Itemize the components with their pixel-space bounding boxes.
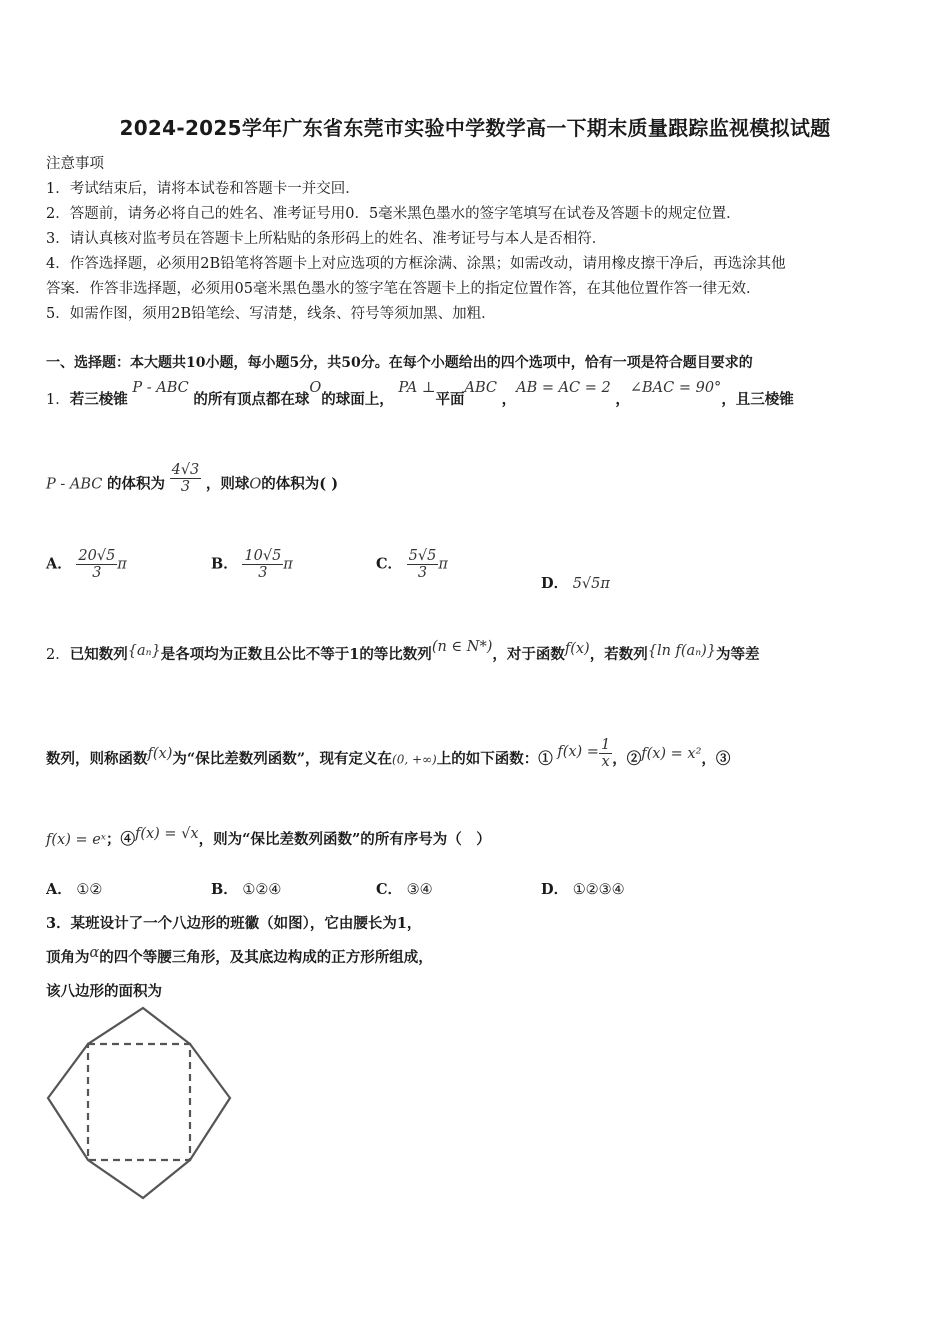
fraction-denominator: 3 <box>180 479 191 495</box>
q2-text: ，② <box>612 750 642 768</box>
q1-text: ， <box>615 391 630 408</box>
q2-line3 <box>46 828 491 849</box>
option-label: D． <box>541 881 569 898</box>
fraction-numerator: 4√3 <box>171 462 200 478</box>
q2-math: {aₙ} <box>127 643 161 659</box>
q1-math: ABC <box>464 380 497 396</box>
q2-function-4: f(x) = √x <box>134 826 199 842</box>
option-label: C． <box>376 555 403 573</box>
q2-function-1: f(x) = <box>557 743 599 760</box>
q1-math: PA ⊥ <box>398 380 436 396</box>
q1-text: 的体积为 <box>106 475 165 493</box>
q2-function-2: f(x) = x² <box>641 745 702 762</box>
q1-math: P - ABC <box>46 476 103 493</box>
q1-line2 <box>46 462 339 501</box>
notice-item: 1．考试结束后，请将本试卷和答题卡一并交回． <box>46 181 360 197</box>
option-text: ①② <box>76 882 103 898</box>
option-tail: π <box>283 556 293 573</box>
q2-option-c[interactable] <box>376 878 433 899</box>
section-heading: 一、选择题：本大题共10小题，每小题5分，共50分。在每个小题给出的四个选项中，恰有一项是符合题目要求的 <box>46 355 753 371</box>
fraction-denominator: 3 <box>258 565 268 581</box>
q2-line2 <box>46 737 731 776</box>
q3-line1: 3．某班设计了一个八边形的班徽（如图），它由腰长为1， <box>46 915 422 932</box>
option-label: C． <box>376 881 403 898</box>
q2-text: 已知数列 <box>69 646 128 663</box>
q2-math: {ln f(aₙ)} <box>647 643 716 659</box>
q1-math: O <box>309 380 322 396</box>
fraction-denominator: x <box>601 754 610 770</box>
q2-text: ，对于函数 <box>492 646 565 663</box>
option-text: ①②③④ <box>572 882 625 898</box>
q1-number: 1． <box>46 392 70 408</box>
q1-option-a[interactable] <box>46 548 127 581</box>
q2-option-a[interactable] <box>46 878 102 899</box>
fraction-numerator: 1 <box>600 737 611 753</box>
inner-square <box>88 1044 190 1160</box>
q2-line1 <box>46 639 760 664</box>
q2-text: ，则为“保比差数列函数”的所有序号为（ ） <box>198 831 491 848</box>
octagon-figure <box>40 1000 240 1210</box>
option-fraction <box>76 548 117 581</box>
fraction-denominator: 3 <box>92 565 102 581</box>
q1-math: ∠BAC = 90° <box>629 380 722 396</box>
q1-text: 的所有顶点都在球 <box>193 391 310 408</box>
q1-math: AB = AC = 2 <box>516 380 611 396</box>
q2-option-b[interactable] <box>211 878 281 899</box>
notice-item: 3．请认真核对监考员在答题卡上所粘贴的条形码上的姓名、准考证号与本人是否相符． <box>46 231 607 247</box>
q2-text: 为等差 <box>715 646 760 663</box>
q1-text: ，且三棱锥 <box>721 391 794 408</box>
q2-math: f(x) <box>564 641 590 657</box>
q2-function-3: f(x) = eˣ <box>46 832 106 848</box>
q1-text: ， <box>501 391 517 408</box>
option-fraction <box>242 548 283 581</box>
option-fraction <box>407 548 439 581</box>
option-text: ③④ <box>406 882 433 898</box>
option-label: D． <box>541 575 569 592</box>
octagon-outline <box>48 1008 230 1198</box>
q2-math: f(x) <box>147 745 173 762</box>
option-label: B． <box>211 881 238 898</box>
q2-text: ，③ <box>701 750 731 768</box>
q1-line1 <box>46 380 794 409</box>
fraction-denominator: 3 <box>417 565 428 581</box>
q1-math: P - ABC <box>132 380 189 396</box>
option-tail: π <box>438 556 448 573</box>
q2-text: 是各项均为正数且公比不等于 <box>160 646 350 663</box>
q2-text: 为“保比差数列函数”，现有定义在 <box>172 750 393 768</box>
q1-option-c[interactable] <box>376 548 448 581</box>
option-text: ①②④ <box>242 882 282 898</box>
fraction-numerator: 5√5 <box>408 548 437 564</box>
q2-text: 的等比数列 <box>359 646 432 663</box>
q2-option-d[interactable] <box>541 878 625 899</box>
q2-text: 1 <box>349 646 360 663</box>
q1-text: 若三棱锥 <box>69 391 128 408</box>
q2-text: 上的如下函数：① <box>436 750 553 768</box>
q1-text: 的体积为( ) <box>261 475 339 493</box>
q3-text: 顶角为 <box>46 949 90 966</box>
notice-heading: 注意事项 <box>46 156 104 172</box>
page-title: 2024-2025学年广东省东莞市实验中学数学高一下期末质量跟踪监视模拟试题 <box>119 116 831 140</box>
q1-math: O <box>249 476 262 493</box>
q2-fraction <box>599 737 612 770</box>
fraction-numerator: 20√5 <box>78 548 116 564</box>
q3-alpha: α <box>89 945 100 961</box>
q3-line2 <box>46 946 433 967</box>
option-label: B． <box>211 555 238 573</box>
q1-volume-fraction <box>170 462 202 495</box>
q3-line3: 该八边形的面积为 <box>46 983 162 1000</box>
option-label: A． <box>46 881 72 898</box>
q1-text: 平面 <box>435 391 465 408</box>
q2-math: (n ∈ N*) <box>431 639 493 655</box>
notice-item: 2．答题前，请务必将自己的姓名、准考证号用0．5毫米黑色墨水的签字笔填写在试卷及答题卡的规定位置． <box>46 206 741 222</box>
notice-item: 5．如需作图，须用2B铅笔绘、写清楚，线条、符号等须加黑、加粗． <box>46 306 496 322</box>
q2-text: 数列，则称函数 <box>46 750 148 768</box>
option-tail: π <box>117 556 127 573</box>
option-expression: 5√5π <box>572 576 610 592</box>
fraction-numerator: 10√5 <box>244 548 282 564</box>
notice-item: 4．作答选择题，必须用2B铅笔将答题卡上对应选项的方框涂满、涂黑；如需改动，请用橡皮擦干净后，再选涂其他 <box>46 256 786 272</box>
q2-text: ；④ <box>105 831 135 848</box>
option-label: A． <box>46 555 72 573</box>
q1-text: ，则球 <box>205 475 250 493</box>
q3-text: 的四个等腰三角形，及其底边构成的正方形所组成， <box>99 949 433 966</box>
q1-option-b[interactable] <box>211 548 293 581</box>
q1-text: 的球面上， <box>321 391 394 408</box>
notice-item: 答案．作答非选择题，必须用05毫米黑色墨水的签字笔在答题卡上的指定位置作答，在其他位置作答一律无效． <box>46 281 761 297</box>
q2-math: (0, +∞) <box>392 752 437 767</box>
q2-text: ，若数列 <box>589 646 648 663</box>
q2-number: 2． <box>46 647 70 663</box>
q1-option-d[interactable] <box>541 572 610 593</box>
